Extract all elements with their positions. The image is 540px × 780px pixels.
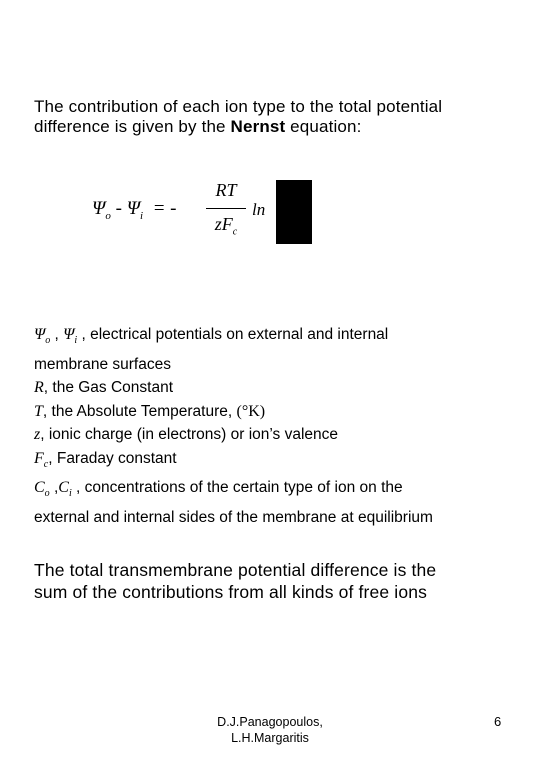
page-number: 6 [494, 714, 502, 729]
r-definition-text: , the Gas Constant [43, 379, 174, 397]
definition-psi [34, 323, 514, 353]
ci-symbol [58, 479, 72, 500]
author-line-2: L.H.Margaritis [231, 731, 309, 745]
definition-r [34, 376, 514, 400]
denominator-subscript: c [232, 226, 238, 238]
f-definition-text: , Faraday constant [48, 449, 177, 467]
c-letter: C [58, 479, 69, 497]
intro-line-2-post: equation: [285, 117, 362, 136]
fraction [206, 178, 246, 237]
fraction-denominator [206, 211, 246, 237]
intro-paragraph [34, 97, 514, 137]
psi-i-symbol [63, 326, 78, 347]
ln-symbol: ln [252, 200, 266, 219]
intro-line-1: The contribution of each ion type to the total potential [34, 97, 443, 116]
subscript-o: o [45, 335, 51, 347]
fc-symbol [34, 449, 49, 470]
conclusion-paragraph [34, 559, 514, 603]
psi-symbol: Ψ [126, 198, 141, 219]
co-symbol [34, 479, 50, 500]
c-letter: C [34, 479, 45, 497]
fraction-bar [206, 208, 246, 209]
subscript-c: c [43, 458, 49, 470]
r-symbol: R [34, 379, 44, 397]
subscript-o: o [105, 209, 111, 222]
equals-minus: = - [152, 198, 177, 219]
psi-o-symbol [34, 326, 51, 347]
c-definition-text: , concentrations of the certain type of ion on the [71, 479, 403, 497]
t-symbol: T [34, 402, 43, 420]
nernst-term: Nernst [230, 117, 286, 136]
definition-c [34, 476, 514, 506]
conclusion-line-1: The total transmembrane potential difference is the [34, 560, 437, 580]
subscript-i: i [74, 335, 78, 347]
intro-line-2 [34, 117, 514, 137]
definition-t [34, 400, 514, 424]
intro-line-2-pre: difference is given by the [34, 117, 231, 136]
psi-symbol: Ψ [63, 326, 75, 343]
nernst-equation [92, 178, 322, 246]
definition-z [34, 423, 514, 447]
subscript-i: i [140, 209, 144, 222]
separator: , [50, 326, 64, 343]
z-definition-text: , ionic charge (in electrons) or ion’s valence [40, 426, 339, 444]
t-definition-text: , the Absolute Temperature, [42, 402, 237, 420]
kelvin-unit: (°K) [236, 402, 266, 420]
psi-definition-text: , electrical potentials on external and internal [77, 326, 389, 343]
definitions-list [34, 323, 514, 530]
subscript-i: i [68, 488, 72, 500]
subscript-o: o [44, 488, 50, 500]
psi-symbol: Ψ [92, 198, 106, 219]
definition-psi-cont: membrane surfaces [34, 355, 171, 373]
minus-sign: - [115, 198, 122, 219]
footer-authors [200, 714, 340, 746]
definition-f [34, 447, 514, 477]
definition-c-cont: external and internal sides of the membrane at equilibrium [34, 509, 433, 527]
equation-lhs [92, 198, 177, 222]
f-letter: F [34, 449, 44, 467]
conclusion-line-2: sum of the contributions from all kinds of free ions [34, 582, 427, 602]
obscured-equation-term [276, 180, 312, 244]
separator: , [49, 479, 59, 497]
fraction-numerator: RT [215, 180, 237, 200]
z-symbol: z [34, 426, 41, 444]
author-line-1: D.J.Panagopoulos, [217, 715, 323, 729]
denominator-main: zF [214, 214, 233, 234]
psi-symbol: Ψ [34, 326, 46, 343]
